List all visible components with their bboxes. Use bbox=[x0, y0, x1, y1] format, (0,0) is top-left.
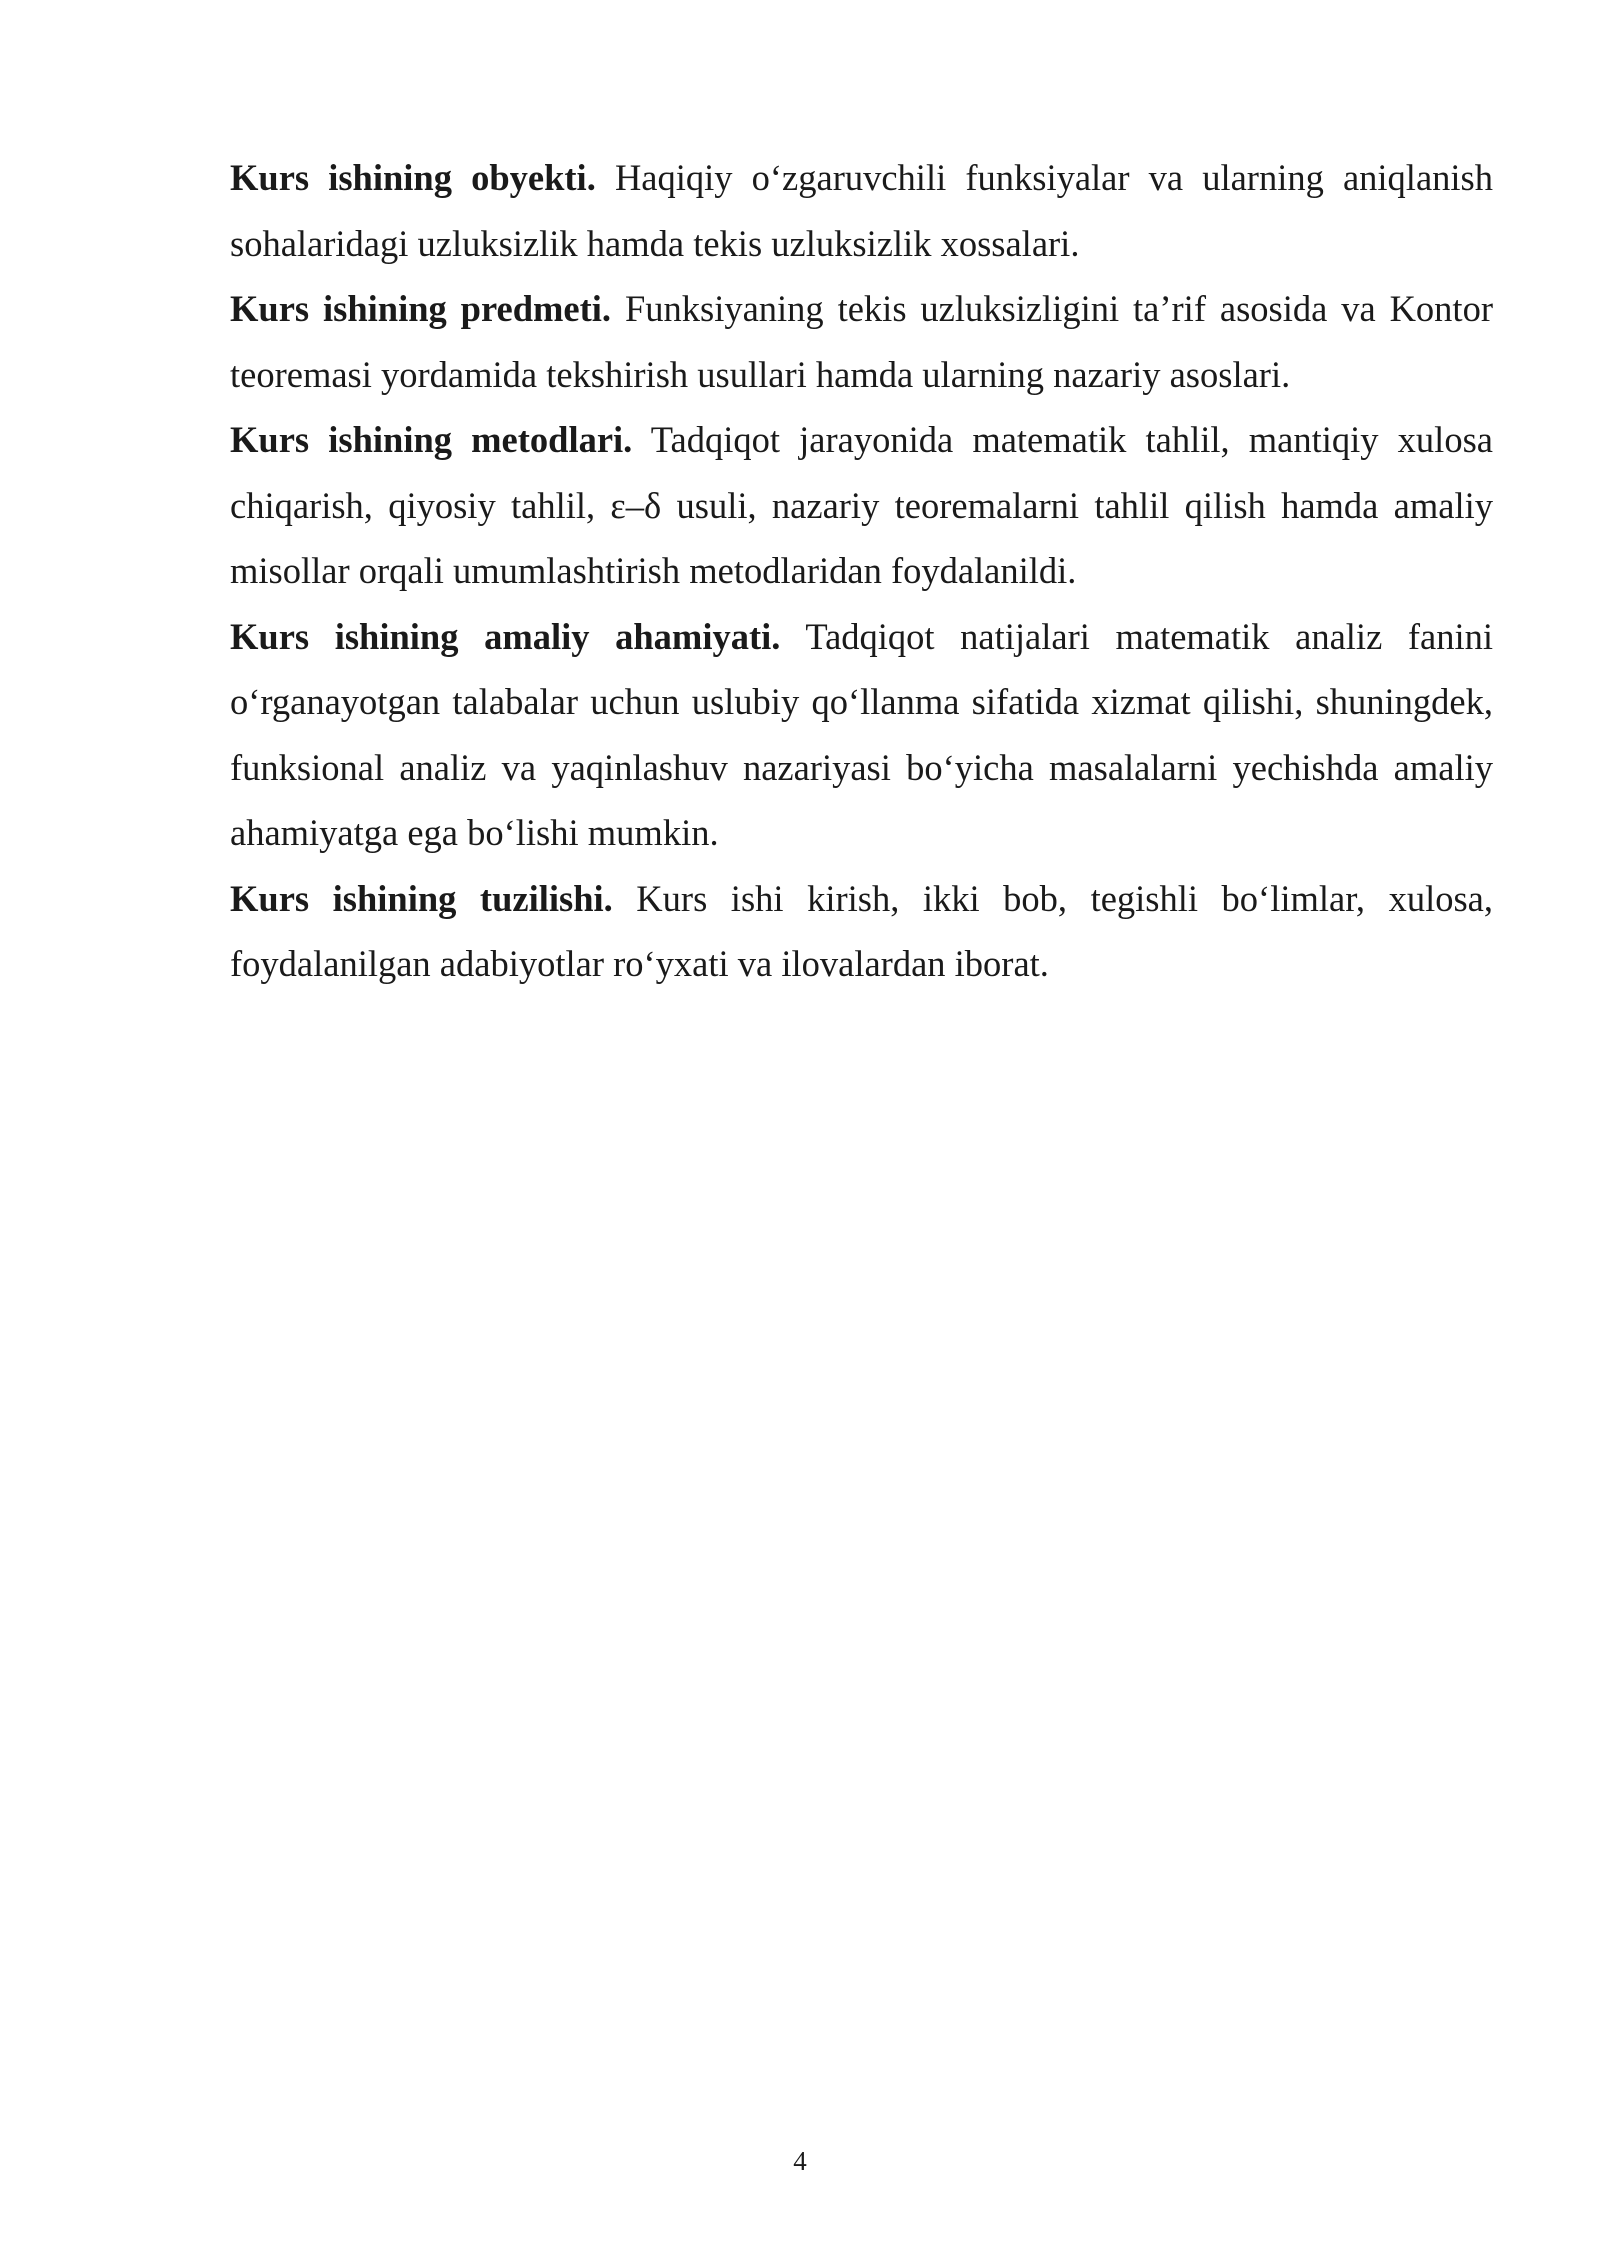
paragraph-lead: Kurs ishining tuzilishi. bbox=[230, 877, 613, 919]
paragraph-lead: Kurs ishining obyekti. bbox=[230, 157, 596, 198]
paragraph-practical-significance bbox=[230, 604, 1493, 866]
paragraph-lead: Kurs ishining amaliy ahamiyati. bbox=[230, 615, 781, 657]
page-number: 4 bbox=[793, 2146, 807, 2176]
paragraph-structure bbox=[230, 866, 1493, 997]
document-body bbox=[230, 145, 1493, 997]
paragraph-lead: Kurs ishining predmeti. bbox=[230, 288, 612, 329]
paragraph-subject bbox=[230, 276, 1493, 407]
paragraph-text: Tadqiqot natijalari matematik analiz fanini o‘rganayotgan talabalar uchun uslubiy qo‘llanma sifatida xizmat qilishi, shuningdek, funksional analiz va yaqinlashuv nazariyasi bo‘yicha masalalarni yechishda amaliy ahamiyatga ega bo‘lishi mumkin. bbox=[230, 615, 1494, 853]
paragraph-methods bbox=[230, 407, 1493, 604]
paragraph-text: Haqiqiy o‘zgaruvchili funksiyalar va ularning aniqlanish sohalaridagi uzluksizlik hamda tekis uzluksizlik xossalari. bbox=[230, 157, 1493, 264]
paragraph-lead: Kurs ishining metodlari. bbox=[230, 419, 633, 460]
paragraph-text: Kurs ishi kirish, ikki bob, tegishli bo‘limlar, xulosa, foydalanilgan adabiyotlar ro‘yxati va ilovalardan iborat. bbox=[230, 877, 1493, 984]
paragraph-text: Tadqiqot jarayonida matematik tahlil, mantiqiy xulosa chiqarish, qiyosiy tahlil, ε–δ usuli, nazariy teoremalarni tahlil qilish hamda amaliy misollar orqali umumlashtirish metodlaridan foydalanildi. bbox=[230, 419, 1493, 591]
paragraph-text: Funksiyaning tekis uzluksizligini ta’rif asosida va Kontor teoremasi yordamida tekshirish usullari hamda ularning nazariy asoslari. bbox=[230, 288, 1493, 395]
paragraph-object bbox=[230, 145, 1493, 276]
